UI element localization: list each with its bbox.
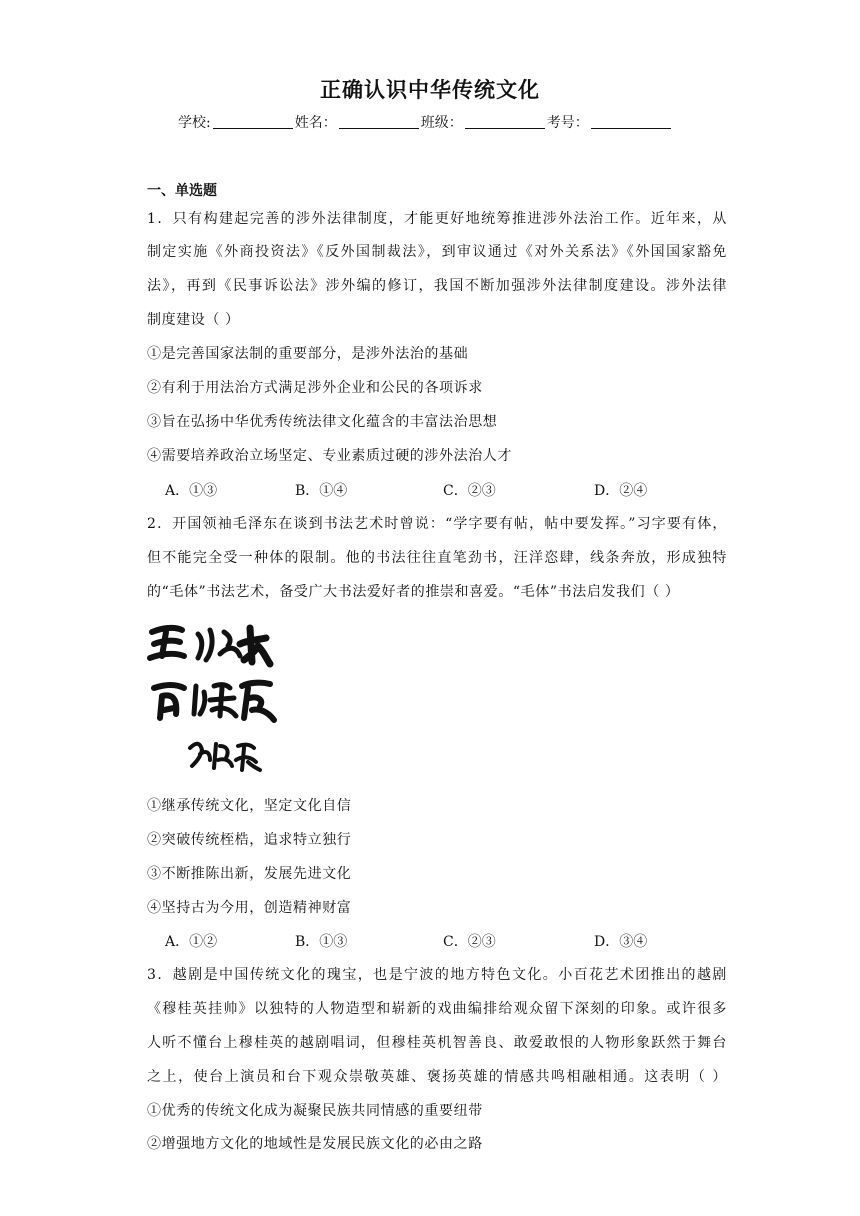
- q2-statement: ①继承传统文化，坚定文化自信: [147, 798, 352, 814]
- school-blank[interactable]: [213, 114, 293, 129]
- q2-statement: ④坚持古为今用，创造精神财富: [147, 900, 352, 916]
- q1-option-d[interactable]: D．②④: [594, 483, 648, 499]
- q1-text-line: 1．只有构建起完善的涉外法律制度，才能更好地统筹推进涉外法治工作。近年来，从: [147, 211, 727, 227]
- exam-no-blank[interactable]: [591, 114, 671, 129]
- q2-text-line: 的“毛体”书法艺术，备受广大书法爱好者的推崇和喜爱。“毛体”书法启发我们（ ）: [147, 584, 680, 600]
- class-label: 班级：: [420, 115, 463, 131]
- name-label: 姓名：: [294, 115, 337, 131]
- q2-option-c[interactable]: C．②③: [443, 934, 496, 950]
- q3-statement: ①优秀的传统文化成为凝聚民族共同情感的重要纽带: [147, 1103, 483, 1119]
- section-heading: 一、单选题: [147, 183, 217, 199]
- q2-option-a[interactable]: A．①②: [165, 934, 218, 950]
- q2-option-d[interactable]: D．③④: [594, 934, 648, 950]
- q3-statement: ②增强地方文化的地域性是发展民族文化的必由之路: [147, 1136, 483, 1152]
- name-blank[interactable]: [339, 114, 419, 129]
- exam-no-label: 考号：: [546, 115, 589, 131]
- student-info-line: [178, 112, 673, 132]
- q3-text-line: 之上，使台上演员和台下观众崇敬英雄、褒扬英雄的情感共鸣相融相通。这表明（ ）: [147, 1069, 727, 1085]
- class-blank[interactable]: [465, 114, 545, 129]
- q1-text-line: 制定实施《外商投资法》《反外国制裁法》，到审议通过《对外关系法》《外国国家豁免: [147, 244, 727, 260]
- q1-statement: ④需要培养政治立场坚定、专业素质过硬的涉外法治人才: [147, 448, 512, 464]
- q3-text-line: 人听不懂台上穆桂英的越剧唱词，但穆桂英机智善良、敢爱敢恨的人物形象跃然于舞台: [147, 1035, 727, 1051]
- calligraphy-image: [140, 610, 290, 780]
- q2-option-b[interactable]: B．①③: [295, 934, 348, 950]
- q1-option-a[interactable]: A．①③: [165, 483, 218, 499]
- q1-option-b[interactable]: B．①④: [295, 483, 348, 499]
- q2-text-line: 2．开国领袖毛泽东在谈到书法艺术时曾说：“学字要有帖，帖中要发挥。”习字要有体，: [147, 516, 727, 532]
- q1-text-line: 制度建设（ ）: [147, 312, 240, 328]
- q2-statement: ②突破传统桎梏，追求特立独行: [147, 832, 352, 848]
- q1-option-c[interactable]: C．②③: [443, 483, 496, 499]
- q1-text-line: 法》，再到《民事诉讼法》涉外编的修订，我国不断加强涉外法律制度建设。涉外法律: [147, 278, 727, 294]
- q1-statement: ①是完善国家法制的重要部分，是涉外法治的基础: [147, 346, 469, 362]
- q1-statement: ③旨在弘扬中华优秀传统法律文化蕴含的丰富法治思想: [147, 414, 498, 430]
- q3-text-line: 3．越剧是中国传统文化的瑰宝，也是宁波的地方特色文化。小百花艺术团推出的越剧: [147, 967, 727, 983]
- q2-statement: ③不断推陈出新，发展先进文化: [147, 866, 352, 882]
- school-label: 学校:: [178, 115, 211, 131]
- q3-text-line: 《穆桂英挂帅》以独特的人物造型和崭新的戏曲编排给观众留下深刻的印象。或许很多: [147, 1001, 727, 1017]
- q2-text-line: 但不能完全受一种体的限制。他的书法往往直笔劲书，汪洋恣肆，线条奔放，形成独特: [147, 550, 727, 566]
- page-title: 正确认识中华传统文化: [320, 78, 540, 102]
- q1-statement: ②有利于用法治方式满足涉外企业和公民的各项诉求: [147, 380, 483, 396]
